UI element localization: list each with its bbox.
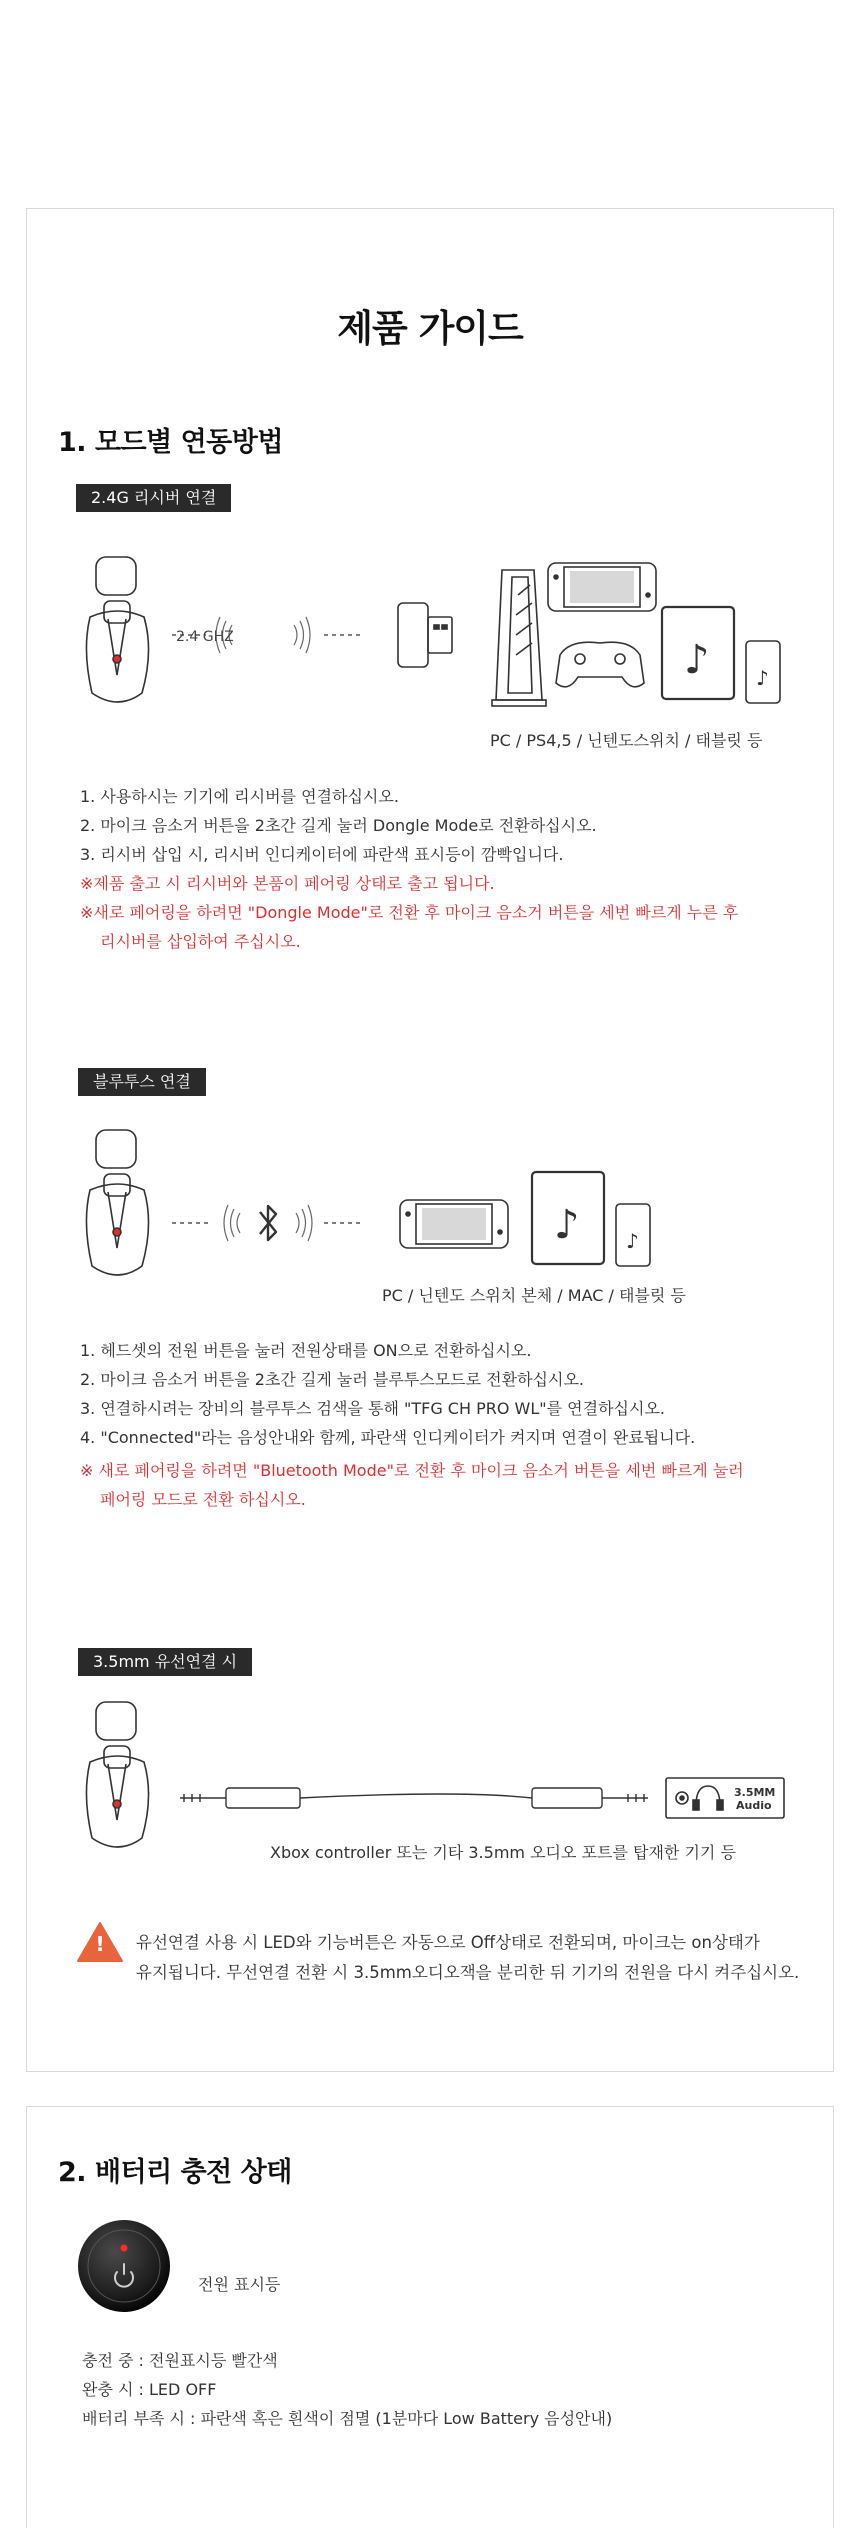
headset-icon bbox=[86, 1702, 148, 1847]
tablet-icon bbox=[532, 1172, 604, 1264]
step-item: 3. 연결하시려는 장비의 블루투스 검색을 통해 "TFG CH PRO WL"를 연결하십시오. bbox=[80, 1399, 666, 1418]
usb-dongle-icon bbox=[398, 603, 452, 667]
note-item: 페어링 모드로 전환 하십시오. bbox=[100, 1490, 306, 1509]
nintendo-switch-icon bbox=[548, 563, 656, 611]
note-item: 리시버를 삽입하여 주십시오. bbox=[100, 932, 301, 951]
headset-icon bbox=[86, 557, 148, 702]
warning-line: 유선연결 사용 시 LED와 기능버튼은 자동으로 Off상태로 전환되며, 마이크는 on상태가 bbox=[136, 1933, 760, 1952]
battery-state-item: 충전 중 : 전원표시등 빨간색 bbox=[82, 2351, 278, 2370]
step-item: 2. 마이크 음소거 버튼을 2초간 길게 눌러 블루투스모드로 전환하십시오. bbox=[80, 1370, 584, 1389]
power-led-image bbox=[76, 2218, 176, 2318]
dongle-devices-caption: PC / PS4,5 / 닌텐도스위치 / 태블릿 등 bbox=[490, 731, 763, 750]
battery-state-item: 완충 시 : LED OFF bbox=[82, 2380, 217, 2399]
dongle-instructions bbox=[80, 782, 738, 956]
svg-text:♪: ♪ bbox=[684, 637, 710, 683]
red-led-icon bbox=[121, 2245, 128, 2252]
step-item: 4. "Connected"라는 음성안내와 함께, 파란색 인디케이터가 켜지며 연결이 완료됩니다. bbox=[80, 1428, 696, 1447]
signal-waves-right-icon bbox=[296, 1205, 312, 1241]
wired-diagram bbox=[80, 1700, 800, 1860]
jack-label-size: 3.5MM bbox=[734, 1786, 776, 1799]
bluetooth-icon bbox=[260, 1206, 276, 1240]
warning-line: 유지됩니다. 무선연결 전환 시 3.5mm오디오잭을 분리한 뒤 기기의 전원을 다시 켜주십시오. bbox=[136, 1963, 800, 1982]
page-title: 제품 가이드 bbox=[337, 307, 523, 350]
section-title-battery: 2. 배터리 충전 상태 bbox=[58, 2157, 292, 2188]
wired-devices-caption: Xbox controller 또는 기타 3.5mm 오디오 포트를 탑재한 기기 등 bbox=[270, 1843, 736, 1862]
note-item: ※새로 페어링을 하려면 "Dongle Mode"로 전환 후 마이크 음소거 버튼을 세번 빠르게 누른 후 bbox=[80, 903, 739, 922]
power-led-label: 전원 표시등 bbox=[198, 2275, 281, 2294]
nintendo-switch-icon bbox=[400, 1200, 508, 1248]
phone-icon bbox=[746, 641, 780, 703]
wired-warning bbox=[136, 1928, 799, 1988]
tablet-icon bbox=[662, 607, 734, 699]
bluetooth-instructions bbox=[80, 1336, 744, 1514]
ps5-console-icon bbox=[492, 570, 546, 706]
svg-text:♪: ♪ bbox=[626, 1229, 639, 1253]
step-item: 1. 헤드셋의 전원 버튼을 눌러 전원상태를 ON으로 전환하십시오. bbox=[80, 1341, 532, 1360]
svg-text:♪: ♪ bbox=[756, 666, 769, 690]
tag-wired: 3.5mm 유선연결 시 bbox=[78, 1648, 252, 1676]
step-item: 2. 마이크 음소거 버튼을 2초간 길게 눌러 Dongle Mode로 전환하십시오. bbox=[80, 816, 597, 835]
tag-bluetooth: 블루투스 연결 bbox=[78, 1068, 206, 1096]
signal-waves-left-icon bbox=[224, 1205, 240, 1241]
battery-states bbox=[82, 2346, 612, 2433]
svg-text:♪: ♪ bbox=[554, 1202, 580, 1248]
battery-state-item: 배터리 부족 시 : 파란색 혹은 흰색이 점멸 (1분마다 Low Battery 음성안내) bbox=[82, 2409, 613, 2428]
audio-cable-icon bbox=[180, 1788, 648, 1808]
headset-icon bbox=[86, 1130, 148, 1275]
bluetooth-devices-caption: PC / 닌텐도 스위치 본체 / MAC / 태블릿 등 bbox=[382, 1286, 686, 1305]
gamepad-icon bbox=[556, 642, 644, 687]
signal-label: 2.4 GHZ bbox=[176, 629, 234, 645]
step-item: 3. 리시버 삽입 시, 리시버 인디케이터에 파란색 표시등이 깜빡입니다. bbox=[80, 845, 564, 864]
signal-waves-right-icon bbox=[294, 617, 310, 653]
note-item: ※제품 출고 시 리시버와 본품이 페어링 상태로 출고 됩니다. bbox=[80, 874, 495, 893]
phone-icon bbox=[616, 1204, 650, 1266]
jack-label-audio: Audio bbox=[736, 1799, 772, 1812]
section-title-modes: 1. 모드별 연동방법 bbox=[58, 427, 283, 458]
step-item: 1. 사용하시는 기기에 리시버를 연결하십시오. bbox=[80, 787, 399, 806]
note-item: ※ 새로 페어링을 하려면 "Bluetooth Mode"로 전환 후 마이크 음소거 버튼을 세번 빠르게 눌러 bbox=[80, 1461, 744, 1480]
tag-dongle: 2.4G 리시버 연결 bbox=[76, 484, 231, 512]
bluetooth-diagram bbox=[80, 1128, 680, 1288]
warning-icon-glyph: ! bbox=[95, 1932, 105, 1956]
